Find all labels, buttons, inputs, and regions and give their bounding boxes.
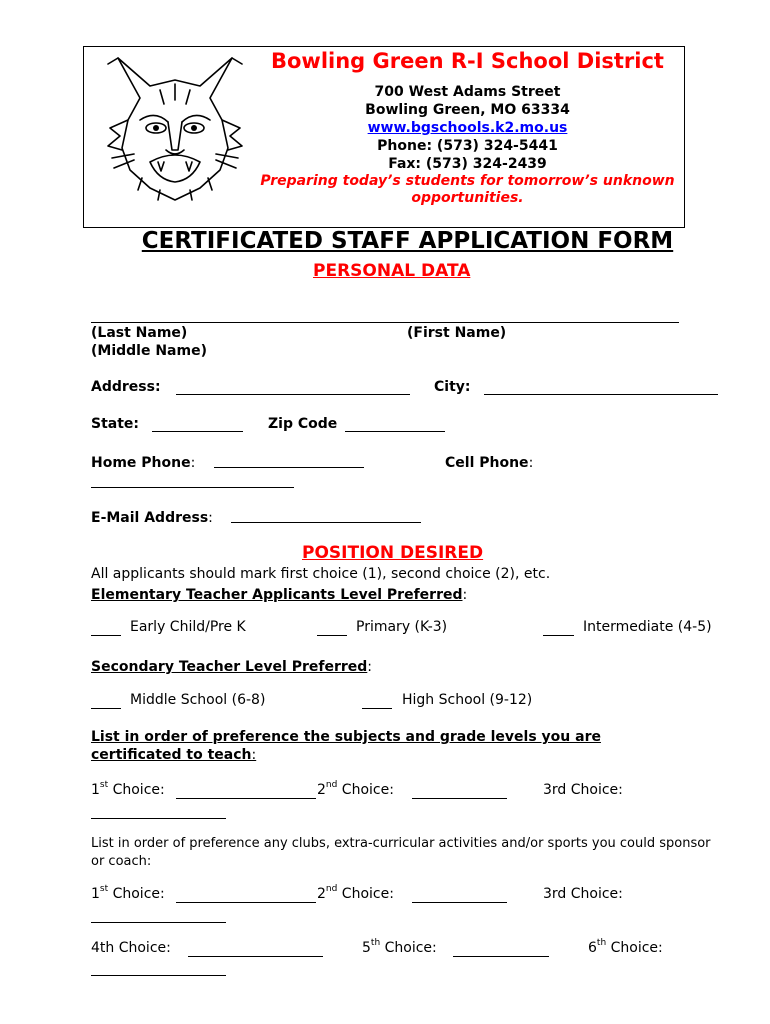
school-phone: Phone: (573) 324-5441 bbox=[377, 138, 558, 154]
home-phone-colon: : bbox=[190, 455, 196, 471]
club-choice-1 bbox=[91, 886, 165, 902]
primary-label: Primary (K-3) bbox=[356, 619, 448, 635]
early-child-label: Early Child/Pre K bbox=[130, 619, 246, 635]
cell-phone-label: Cell Phone bbox=[445, 455, 529, 471]
club-choice-4-field[interactable] bbox=[188, 943, 323, 957]
high-school-label: High School (9-12) bbox=[402, 692, 533, 708]
subject-choice-3-field[interactable] bbox=[91, 805, 226, 819]
choice-label: Choice: bbox=[341, 886, 394, 902]
address-field[interactable] bbox=[176, 381, 410, 395]
choice-label: Choice: bbox=[341, 782, 394, 798]
cell-phone-colon: : bbox=[528, 455, 534, 471]
subject-choice-2-field[interactable] bbox=[412, 785, 507, 799]
high-school-blank[interactable] bbox=[362, 695, 392, 709]
intermediate-blank[interactable] bbox=[543, 622, 574, 636]
home-phone-field[interactable] bbox=[214, 454, 364, 468]
first-name-label: (First Name) bbox=[407, 325, 507, 341]
choice-label: Choice: bbox=[384, 940, 437, 956]
middle-school-label: Middle School (6-8) bbox=[130, 692, 266, 708]
city-label: City: bbox=[434, 379, 471, 395]
subject-choice-1-field[interactable] bbox=[176, 785, 316, 799]
zip-field[interactable] bbox=[345, 418, 445, 432]
middle-name-label: (Middle Name) bbox=[91, 343, 207, 359]
club-choice-4: 4th Choice: bbox=[91, 940, 171, 956]
choice-label: Choice: bbox=[112, 782, 165, 798]
ordinal-6: 6 bbox=[588, 940, 597, 956]
subjects-heading-text: List in order of preference the subjects and grade levels you are certificated to teach bbox=[91, 729, 601, 763]
club-choice-5-field[interactable] bbox=[453, 943, 549, 957]
club-choice-3-field[interactable] bbox=[91, 909, 226, 923]
home-phone-row bbox=[91, 452, 195, 471]
state-field[interactable] bbox=[152, 418, 243, 432]
intermediate-label: Intermediate (4-5) bbox=[583, 619, 712, 635]
secondary-heading: Secondary Teacher Level Preferred bbox=[91, 659, 368, 675]
school-address: 700 West Adams Street bbox=[374, 84, 561, 100]
school-motto: Preparing today’s students for tomorrow’s unknown opportunities. bbox=[260, 173, 675, 206]
club-choice-6-field[interactable] bbox=[91, 962, 226, 976]
city-field[interactable] bbox=[484, 381, 718, 395]
ordinal-suffix: nd bbox=[325, 780, 338, 790]
home-phone-label: Home Phone bbox=[91, 455, 191, 471]
elementary-heading: Elementary Teacher Applicants Level Preferred bbox=[91, 587, 463, 603]
position-instructions: All applicants should mark first choice (1), second choice (2), etc. bbox=[91, 566, 551, 582]
ordinal-suffix: nd bbox=[325, 884, 338, 894]
secondary-heading-row bbox=[91, 656, 372, 675]
choice-label: Choice: bbox=[610, 940, 663, 956]
ordinal-suffix: th bbox=[596, 938, 607, 948]
secondary-heading-colon: : bbox=[367, 659, 373, 675]
subjects-heading-colon: : bbox=[251, 747, 257, 763]
personal-data-heading: PERSONAL DATA bbox=[313, 261, 471, 281]
ordinal-suffix: th bbox=[370, 938, 381, 948]
school-name: Bowling Green R-I School District bbox=[271, 49, 664, 73]
early-child-blank[interactable] bbox=[91, 622, 121, 636]
name-field-line[interactable] bbox=[91, 322, 679, 323]
choice-label: Choice: bbox=[112, 886, 165, 902]
address-label: Address: bbox=[91, 379, 161, 395]
club-choice-1-field[interactable] bbox=[176, 889, 316, 903]
primary-blank[interactable] bbox=[317, 622, 347, 636]
club-choice-5 bbox=[362, 940, 437, 956]
subject-choice-1 bbox=[91, 782, 165, 798]
email-field[interactable] bbox=[231, 509, 421, 523]
state-label: State: bbox=[91, 416, 140, 432]
last-name-label: (Last Name) bbox=[91, 325, 188, 341]
school-website-link[interactable]: www.bgschools.k2.mo.us bbox=[367, 120, 568, 136]
club-choice-6 bbox=[588, 940, 663, 956]
subject-choice-2 bbox=[317, 782, 394, 798]
cell-phone-field[interactable] bbox=[91, 474, 294, 488]
ordinal-5: 5 bbox=[362, 940, 371, 956]
school-fax: Fax: (573) 324-2439 bbox=[388, 156, 547, 172]
club-choice-3: 3rd Choice: bbox=[543, 886, 623, 902]
cell-phone-row bbox=[445, 452, 533, 471]
subject-choice-3: 3rd Choice: bbox=[543, 782, 623, 798]
bobcat-head-icon bbox=[100, 50, 250, 205]
position-desired-heading: POSITION DESIRED bbox=[302, 543, 484, 563]
ordinal-1: 1 bbox=[91, 782, 100, 798]
club-choice-2 bbox=[317, 886, 394, 902]
subjects-heading bbox=[91, 728, 651, 764]
school-city: Bowling Green, MO 63334 bbox=[365, 102, 570, 118]
ordinal-suffix: st bbox=[99, 780, 109, 790]
zip-label: Zip Code bbox=[268, 416, 338, 432]
school-info bbox=[250, 48, 685, 207]
ordinal-1: 1 bbox=[91, 886, 100, 902]
form-title: CERTIFICATED STAFF APPLICATION FORM bbox=[141, 228, 674, 254]
elementary-heading-row bbox=[91, 584, 467, 603]
ordinal-2: 2 bbox=[317, 782, 326, 798]
ordinal-suffix: st bbox=[99, 884, 109, 894]
club-choice-2-field[interactable] bbox=[412, 889, 507, 903]
middle-school-blank[interactable] bbox=[91, 695, 121, 709]
email-row bbox=[91, 507, 213, 526]
ordinal-2: 2 bbox=[317, 886, 326, 902]
clubs-text: List in order of preference any clubs, extra-curricular activities and/or sports you could sponsor or coach: bbox=[91, 836, 711, 869]
email-colon: : bbox=[208, 510, 213, 526]
email-label: E-Mail Address bbox=[91, 510, 209, 526]
elementary-heading-colon: : bbox=[462, 587, 468, 603]
